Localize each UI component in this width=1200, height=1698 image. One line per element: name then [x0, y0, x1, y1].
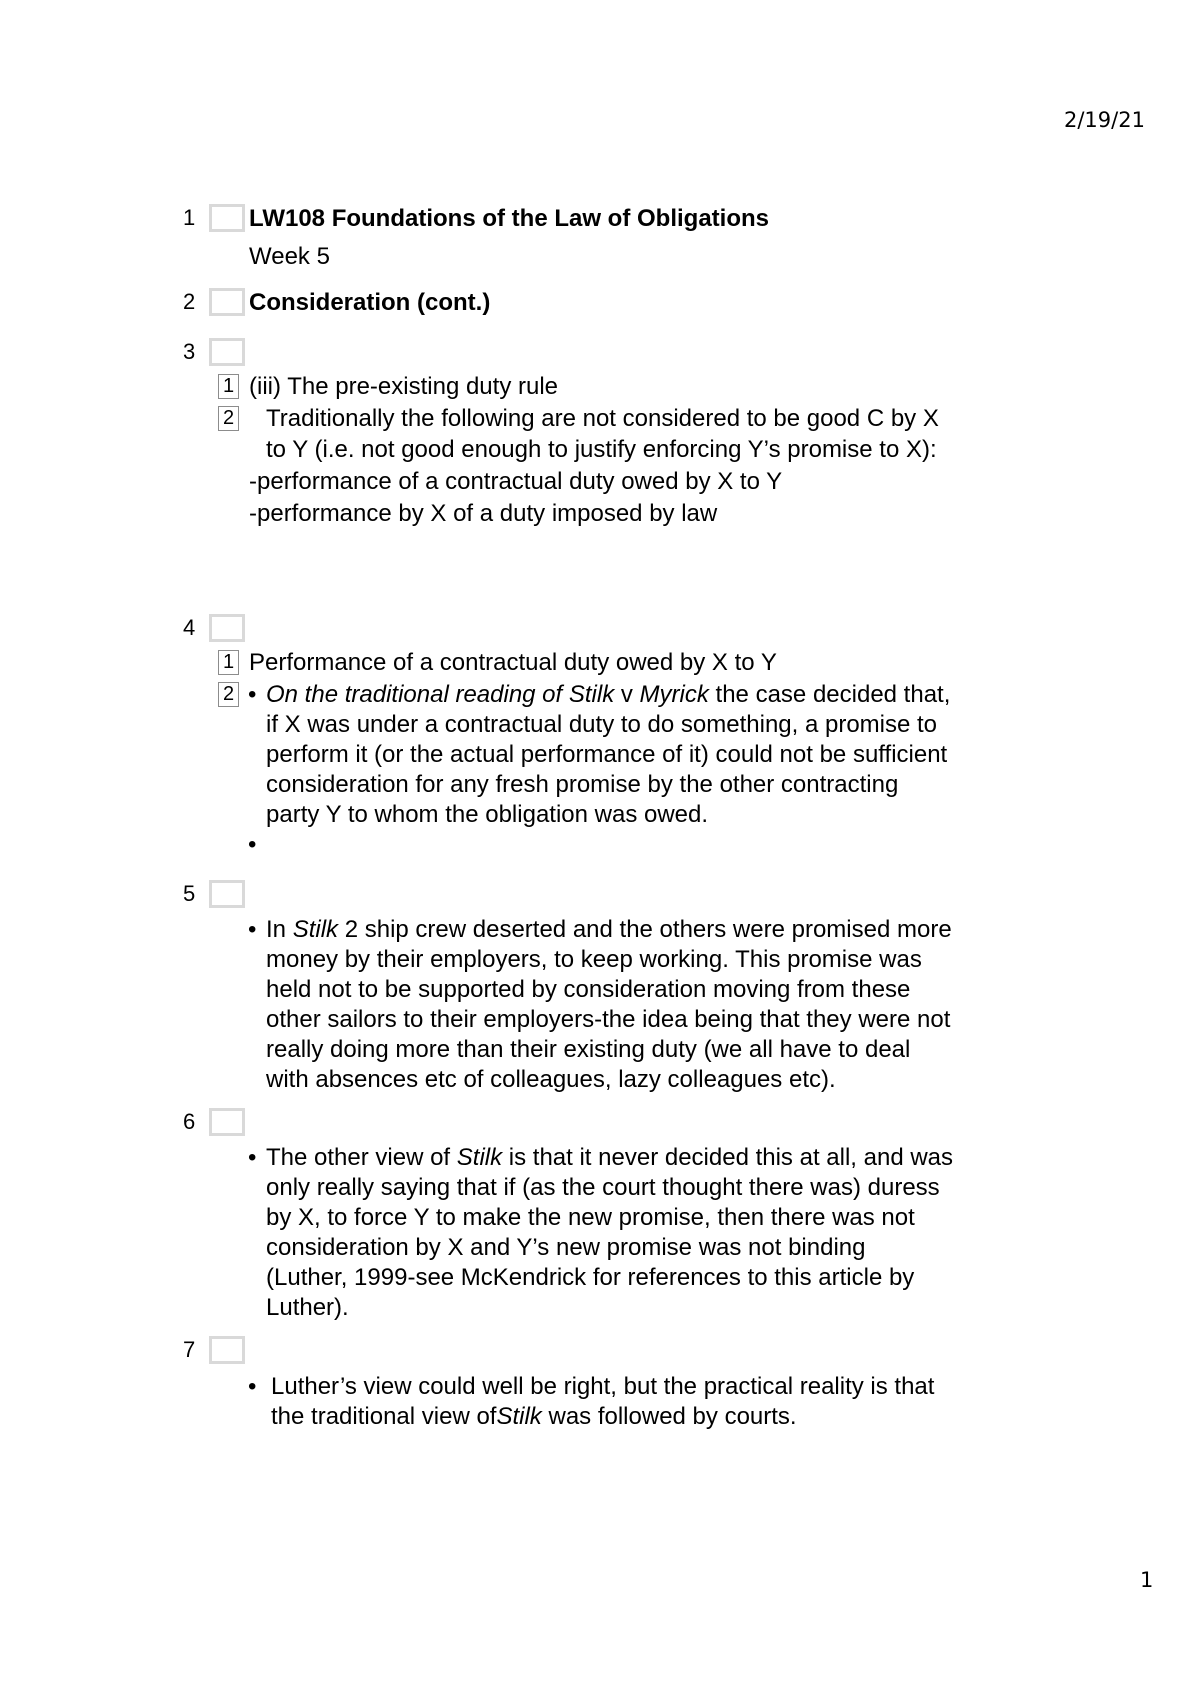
paragraph-line: Traditionally the following are not considered to be good C by X [266, 405, 939, 432]
text-run: v [614, 681, 640, 708]
text-run: was followed by courts. [541, 1403, 797, 1430]
paragraph-number: 1 [218, 650, 239, 675]
slide-marker-7[interactable] [183, 1336, 245, 1364]
paragraph-line: by X, to force Y to make the new promise, then there was not [266, 1204, 915, 1231]
paragraph-line: consideration for any fresh promise by the other contracting [266, 771, 899, 798]
paragraph-line: perform it (or the actual performance of it) could not be sufficient [266, 741, 948, 768]
slide-number: 7 [183, 1337, 196, 1362]
slide-marker-4[interactable] [183, 614, 245, 642]
paragraph-line: really doing more than their existing duty (we all have to deal [266, 1036, 911, 1063]
italic-text: Stilk [292, 916, 339, 943]
paragraph-line [271, 1403, 797, 1431]
paragraph-line: -performance by X of a duty imposed by law [249, 500, 718, 527]
bullet: • [248, 916, 257, 943]
slide-marker-5[interactable] [183, 880, 245, 908]
bullet: • [248, 1373, 257, 1400]
bullet: • [248, 1144, 257, 1171]
slide-number: 4 [183, 615, 196, 640]
slide-thumbnail-icon[interactable] [209, 614, 245, 642]
paragraph-number: 2 [218, 406, 239, 431]
slide-number: 1 [183, 205, 196, 230]
date-header: 2/19/21 [1064, 108, 1145, 132]
paragraph-line [266, 1144, 953, 1172]
text-run: The other view of [266, 1144, 457, 1171]
slide-thumbnail-icon[interactable] [209, 204, 245, 232]
text-run: 2 ship crew deserted and the others were promised more [338, 916, 952, 943]
paragraph-line: other sailors to their employers-the idea being that they were not [266, 1006, 951, 1033]
empty-bullet: • [248, 831, 257, 858]
paragraph-line: Luther). [266, 1294, 349, 1321]
text-run: the traditional view of [271, 1403, 497, 1430]
paragraph-number: 1 [218, 374, 239, 399]
paragraph-line: consideration by X and Y’s new promise was not binding [266, 1234, 866, 1261]
italic-text: Stilk [456, 1144, 503, 1171]
paragraph-number: 2 [218, 682, 239, 707]
paragraph-line: -performance of a contractual duty owed by X to Y [249, 468, 783, 495]
slide-marker-1[interactable] [183, 204, 245, 232]
slide-title: LW108 Foundations of the Law of Obligations [249, 205, 769, 232]
paragraph-line: held not to be supported by consideration moving from these [266, 976, 911, 1003]
paragraph-line: with absences etc of colleagues, lazy colleagues etc). [266, 1066, 836, 1093]
paragraph-line: party Y to whom the obligation was owed. [266, 801, 709, 828]
paragraph-line: if X was under a contractual duty to do something, a promise to [266, 711, 938, 738]
slide-subtitle: Week 5 [249, 243, 330, 270]
paragraph-line [266, 916, 952, 944]
bullet: • [248, 681, 257, 708]
slide-number: 3 [183, 339, 196, 364]
italic-text: Stilk [496, 1403, 542, 1430]
slide-title: Consideration (cont.) [249, 289, 491, 316]
slide-thumbnail-icon[interactable] [209, 1336, 245, 1364]
text-run: the case decided that, [708, 681, 951, 708]
slide-thumbnail-icon[interactable] [209, 288, 245, 316]
slide-thumbnail-icon[interactable] [209, 880, 245, 908]
slide-number: 6 [183, 1109, 196, 1134]
paragraph-line: (Luther, 1999-see McKendrick for references to this article by [266, 1264, 915, 1291]
page-number: 1 [1140, 1568, 1154, 1592]
slide-marker-2[interactable] [183, 288, 245, 316]
italic-text: Myrick [639, 681, 709, 708]
slide-thumbnail-icon[interactable] [209, 338, 245, 366]
paragraph-text: (iii) The pre-existing duty rule [249, 373, 559, 400]
slide-thumbnail-icon[interactable] [209, 1108, 245, 1136]
paragraph-text: Performance of a contractual duty owed by X to Y [249, 649, 777, 676]
paragraph-line: money by their employers, to keep working. This promise was [266, 946, 922, 973]
slide-marker-6[interactable] [183, 1108, 245, 1136]
paragraph-line: Luther’s view could well be right, but the practical reality is that [271, 1373, 935, 1400]
paragraph-line: only really saying that if (as the court thought there was) duress [266, 1174, 940, 1201]
italic-text: On the traditional reading of Stilk [266, 681, 615, 708]
text-run: is that it never decided this at all, and was [502, 1144, 954, 1171]
paragraph-line: to Y (i.e. not good enough to justify enforcing Y’s promise to X): [266, 436, 937, 463]
text-run: In [266, 916, 293, 943]
slide-marker-3[interactable] [183, 338, 245, 366]
paragraph-line [266, 681, 950, 709]
slide-number: 2 [183, 289, 196, 314]
slide-number: 5 [183, 881, 196, 906]
